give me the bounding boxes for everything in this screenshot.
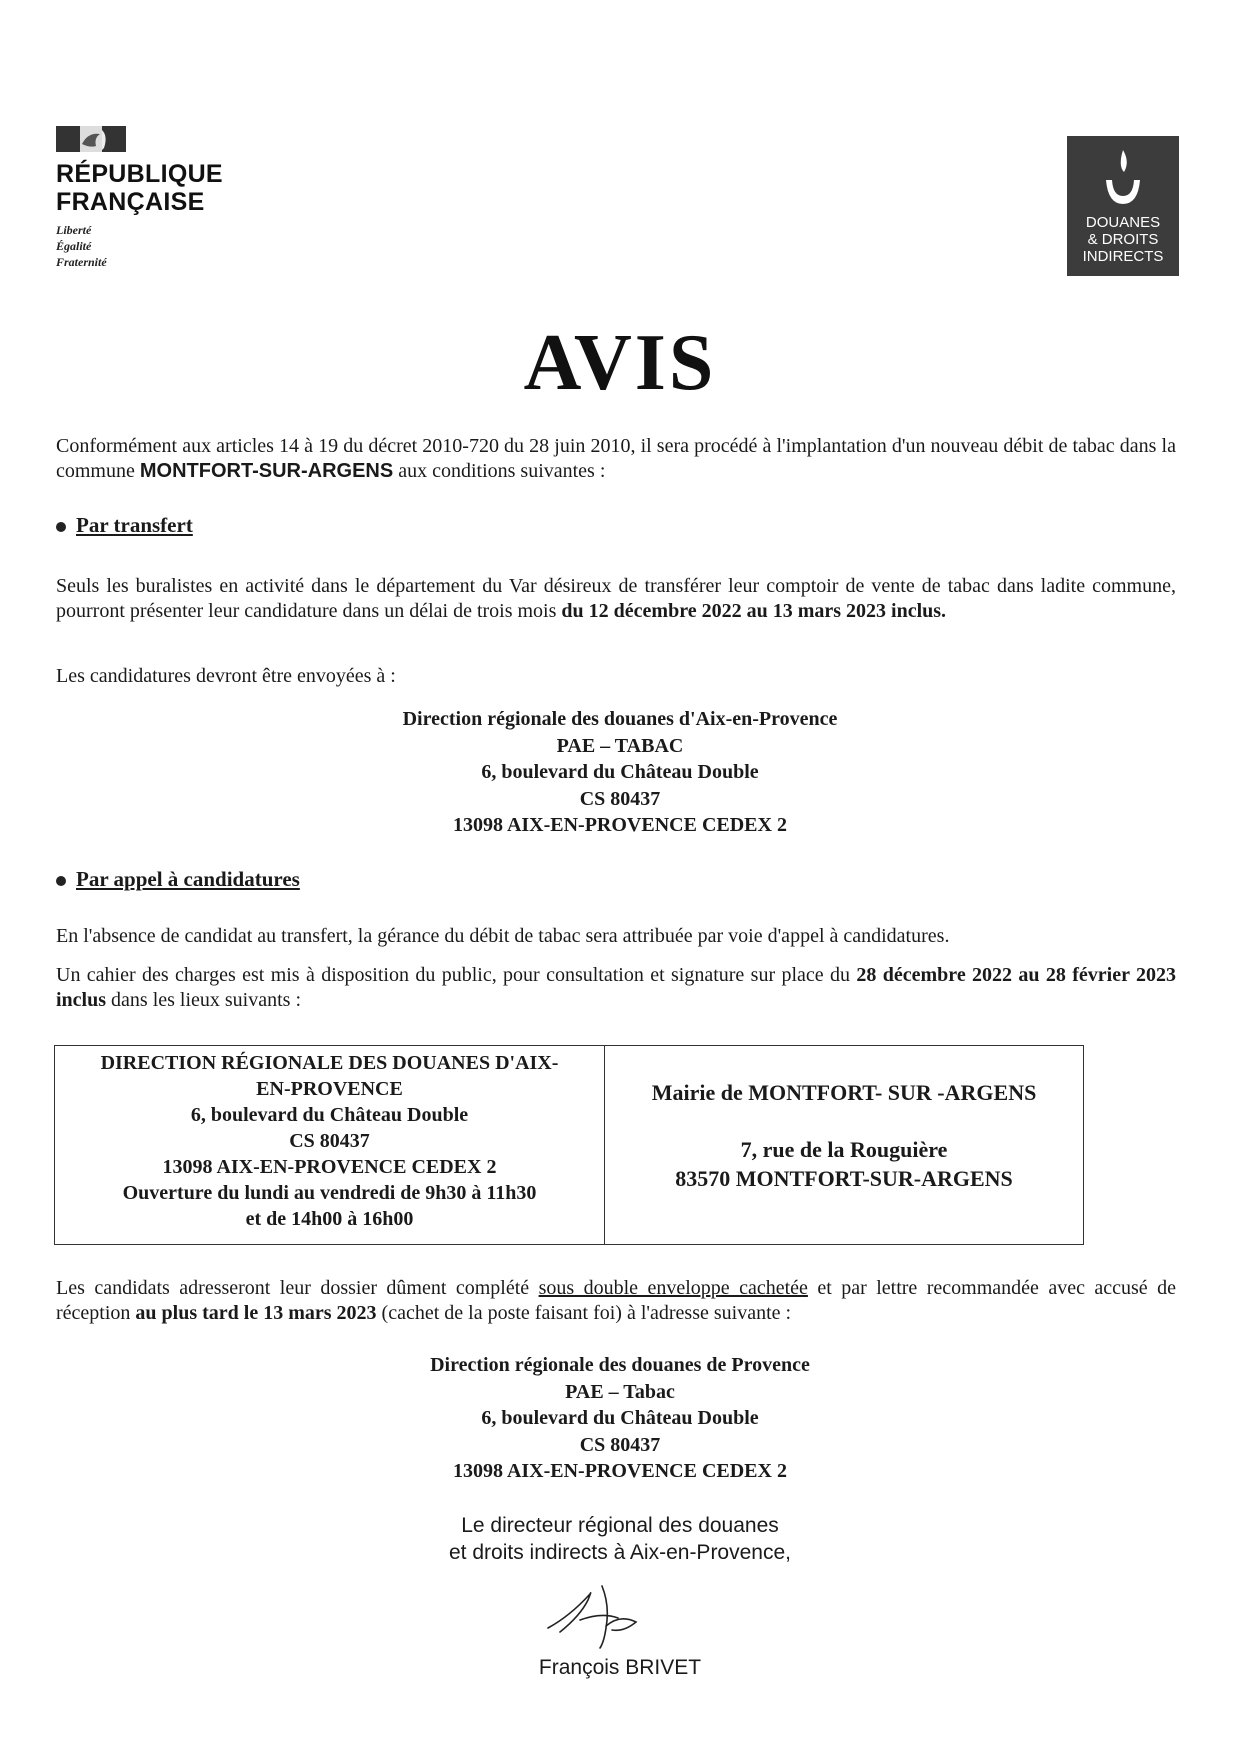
transfert-address-line1: Direction régionale des douanes d'Aix-en-Provence [402,708,838,730]
signer-name: François BRIVET [538,1656,702,1679]
heading-par-transfert [56,512,193,538]
direction-line3: 6, boulevard du Château Double [190,1104,469,1126]
rf-name-line2: FRANÇAISE [56,188,205,216]
handwritten-signature [540,1576,670,1656]
signature-line1: Le directeur régional des douanes [461,1514,779,1537]
page-title: AVIS [523,319,717,407]
appel-text-before: Un cahier des charges est mis à disposition du public, pour consultation et signature sur place du [56,964,857,986]
places-table [54,1045,1084,1245]
heading-par-transfert-label: Par transfert [76,513,193,537]
douanes-logo-line2: & DROITS [1087,231,1159,248]
signature-line2: et droits indirects à Aix-en-Provence, [449,1541,791,1564]
transfert-paragraph [56,574,1176,624]
signature-title [0,1512,1240,1566]
appel-period: 28 décembre 2022 au 28 février 2023 inclus [56,964,1176,1011]
dossier-paragraph [56,1276,1176,1326]
bullet-icon [56,876,66,886]
douanes-logo-line1: DOUANES [1085,214,1161,231]
table-cell-mairie [605,1046,1083,1244]
dossier-address-line3: 6, boulevard du Château Double [481,1407,759,1429]
dossier-address-line4: CS 80437 [579,1433,661,1456]
intro-text-after: aux conditions suivantes : [393,460,606,482]
republique-francaise-logo [56,126,256,270]
direction-line4: CS 80437 [289,1130,370,1152]
heading-appel-candidatures [56,866,300,892]
intro-paragraph [56,434,1176,484]
transfert-period: du 12 décembre 2022 au 13 mars 2023 inclus. [561,600,947,622]
transfert-send-to: Les candidatures devront être envoyées à : [56,665,396,687]
mairie-city: 83570 MONTFORT-SUR-ARGENS [675,1166,1013,1191]
direction-hours-line1: Ouverture du lundi au vendredi de 9h30 à 11h30 [122,1182,537,1204]
appel-paragraph-2 [56,963,1176,1013]
direction-line2: EN-PROVENCE [256,1078,403,1100]
dossier-address-line2: PAE – Tabac [565,1380,675,1403]
motto-egalite: Égalité [56,239,92,253]
transfert-address-line2: PAE – TABAC [556,734,684,757]
motto-fraternite: Fraternité [56,255,107,269]
intro-text-before: Conformément aux articles 14 à 19 du décret 2010-720 du 28 juin 2010, il sera procédé à l'implantation d'un nouveau débit de tabac dans la commune [56,435,1176,482]
direction-line1: DIRECTION RÉGIONALE DES DOUANES D'AIX- [100,1052,559,1074]
mairie-street: 7, rue de la Rouguière [740,1137,948,1162]
dossier-deadline: au plus tard le 13 mars 2023 [135,1302,377,1324]
dossier-underlined: sous double enveloppe cachetée [538,1277,808,1299]
appel-text-after: dans les lieux suivants : [106,989,302,1011]
transfert-address-line3: 6, boulevard du Château Double [481,761,759,783]
douanes-logo [1067,136,1179,276]
direction-hours-line2: et de 14h00 à 16h00 [245,1208,414,1230]
intro-commune: MONTFORT-SUR-ARGENS [139,460,394,482]
douanes-logo-line3: INDIRECTS [1082,248,1164,265]
dossier-text-mid: et par lettre recommandée avec accusé de réception [56,1277,1176,1324]
table-cell-direction [55,1046,605,1244]
transfert-address-line4: CS 80437 [579,787,661,810]
mairie-name: Mairie de MONTFORT- SUR -ARGENS [651,1080,1037,1105]
motto-liberte: Liberté [56,223,92,237]
dossier-address-line5: 13098 AIX-EN-PROVENCE CEDEX 2 [453,1460,787,1482]
dossier-text-after: (cachet de la poste faisant foi) à l'adresse suivante : [376,1302,792,1324]
transfert-address [0,706,1240,839]
marianne-emblem-icon [56,126,126,152]
transfert-text: Seuls les buralistes en activité dans le département du Var désireux de transférer leur comptoir de vente de tabac dans ladite commune, pourront présenter leur candidature dans un délai de trois mois [56,575,1176,622]
dossier-address-line1: Direction régionale des douanes de Provence [430,1354,810,1376]
dossier-address [0,1352,1240,1485]
bullet-icon [56,522,66,532]
douanes-flame-icon [1100,146,1146,208]
appel-paragraph-1: En l'absence de candidat au transfert, la gérance du débit de tabac sera attribuée par voie d'appel à candidatures. [56,925,950,947]
direction-line5: 13098 AIX-EN-PROVENCE CEDEX 2 [162,1156,497,1178]
heading-appel-candidatures-label: Par appel à candidatures [76,867,300,891]
dossier-text-before: Les candidats adresseront leur dossier dûment complété [56,1277,539,1299]
transfert-address-line5: 13098 AIX-EN-PROVENCE CEDEX 2 [453,814,787,836]
rf-name-line1: RÉPUBLIQUE [56,160,223,188]
